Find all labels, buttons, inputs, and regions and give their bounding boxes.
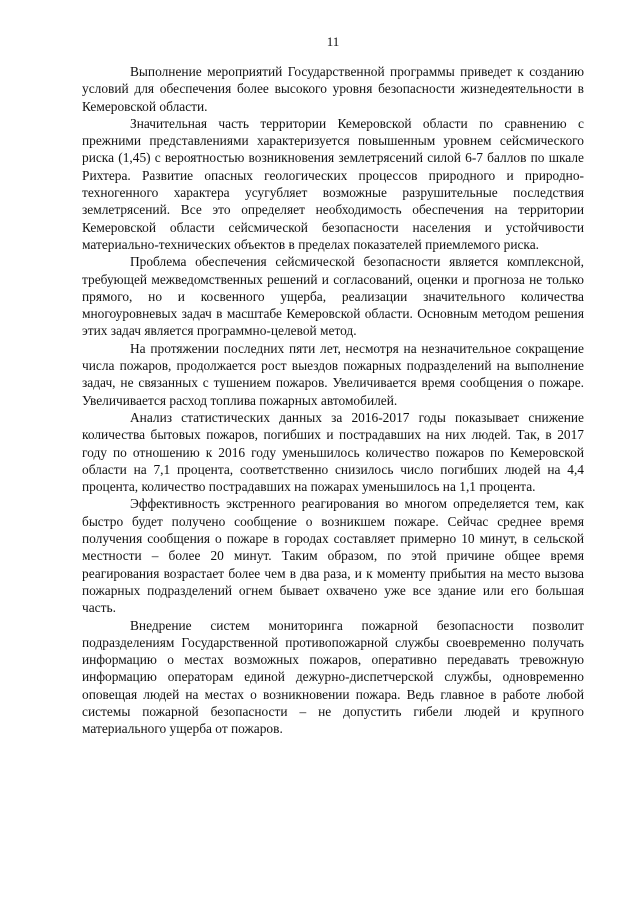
paragraph-seismic-safety-problem: Проблема обеспечения сейсмической безопасности является комплексной, требующей межведомственных решений и согласований, оценки и прогноза не только прямого, но и косвенного ущерба, реализации значительного количества многоуровневых задач в масштабе Кемеровской области. Основным методом решения этих задач является программно-целевой метод. (82, 254, 584, 339)
paragraph-response-time: Эффективность экстренного реагирования во многом определяется тем, как быстро будет получено сообщение о возникшем пожаре. Сейчас среднее время получения сообщения о пожаре в городах составляет примерно 10 минут, в сельской местности – более 20 минут. Таким образом, по этой причине общее время реагирования возрастает более чем в два раза, и к моменту прибытия на место вызова пожарных подразделений огнем бывает охвачено уже все здание или его большая часть. (82, 496, 584, 616)
paragraph-fire-statistics: Анализ статистических данных за 2016-2017 годы показывает снижение количества бытовых пожаров, погибших и пострадавших на них людей. Так, в 2017 году по отношению к 2016 году уменьшилось количество пожаров по Кемеровской области на 7,1 процента, соответственно снизилось число погибших людей на 4,4 процента, количество пострадавших на пожарах уменьшилось на 1,1 процента. (82, 409, 584, 495)
page-number: 11 (326, 34, 340, 49)
paragraph-seismic-risk: Значительная часть территории Кемеровской области по сравнению с прежними представлениями характеризуется повышенным уровнем сейсмического риска (1,45) с вероятностью возникновения землетрясений силой 6-7 баллов по шкале Рихтера. Развитие опасных геологических процессов природного и природно-техногенного характера усугубляет возможные разрушительные последствия землетрясений. Все это определяет необходимость обеспечения на территории Кемеровской области сейсмической безопасности населения и устойчивости материально-технических объектов в пределах показателей приемлемого риска. (82, 115, 584, 252)
paragraph-fire-trends: На протяжении последних пяти лет, несмотря на незначительное сокращение числа пожаров, продолжается рост выездов пожарных подразделений на выполнение задач, не связанных с тушением пожаров. Увеличивается время сообщения о пожаре. Увеличивается расход топлива пожарных автомобилей. (82, 340, 584, 408)
paragraph-monitoring-systems: Внедрение систем мониторинга пожарной безопасности позволит подразделениям Государственной противопожарной службы своевременно получать информацию о местах возможных пожаров, оперативно передавать тревожную информацию операторам единой дежурно-диспетчерской службы, одновременно оповещая людей на местах о возникновении пожара. Ведь главное в работе любой системы пожарной безопасности – не допустить гибели людей и крупного материального ущерба от пожаров. (82, 617, 584, 737)
paragraph-program-outcome: Выполнение мероприятий Государственной программы приведет к созданию условий для обеспечения более высокого уровня безопасности жизнедеятельности в Кемеровской области. (82, 64, 584, 114)
body-text (82, 63, 584, 738)
